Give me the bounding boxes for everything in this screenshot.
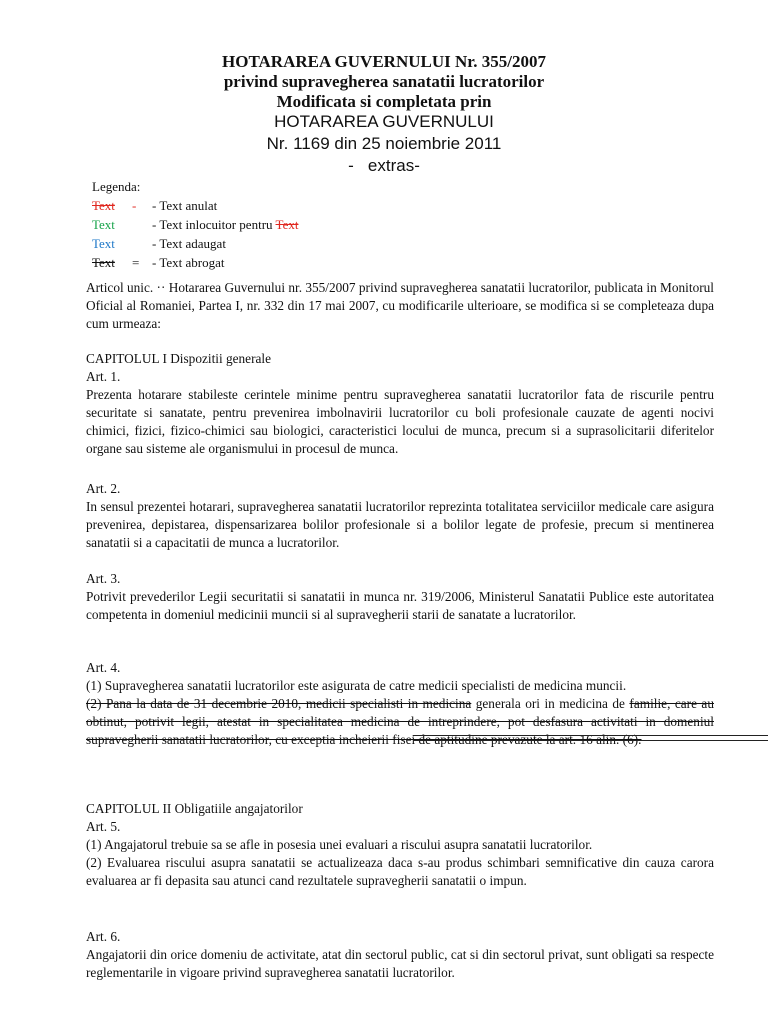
legend-desc: - Text adaugat bbox=[152, 236, 226, 251]
legend-desc: - Text anulat bbox=[152, 198, 218, 213]
article-label: Art. 1. bbox=[86, 369, 121, 384]
title-line-5: Nr. 1169 din 25 noiembrie 2011 bbox=[266, 134, 502, 153]
article-6 bbox=[86, 928, 714, 982]
chapter-1 bbox=[86, 350, 714, 458]
chapter-heading: CAPITOLUL I Dispozitii generale bbox=[86, 351, 272, 366]
legend-desc: - Text abrogat bbox=[152, 255, 225, 270]
legend-desc-text: - Text inlocuitor pentru bbox=[152, 217, 273, 232]
legend-mark: - bbox=[132, 198, 137, 213]
legend-row-repealed bbox=[92, 253, 225, 272]
article-2 bbox=[86, 480, 714, 552]
chapter-2 bbox=[86, 800, 714, 890]
article-label: Art. 2. bbox=[86, 481, 121, 496]
intro-text: Articol unic. ·· Hotararea Guvernului nr. 355/2007 privind supravegherea sanatatii lucratorilor, publicata in Monitorul Oficial al Romaniei, Partea I, nr. 332 din 17 mai 2007, cu modificarile ulterioare, se modifica si se completeaza dupa cum urmeaza: bbox=[86, 280, 714, 331]
legend-row-cancelled bbox=[92, 196, 218, 215]
article-text: Prezenta hotarare stabileste cerintele minime pentru supravegherea sanatatii lucratorilor fata de riscurile pentru securitate si sanatate, pentru prevenirea imbolnavirii lucratorilor cu boli profesionale cauzate de agenti nocivi chimici, fizici, fizico-chimici sau biologici, caracteristici locului de munca, precum si a suprasolicitarii diferitelor organe sau sisteme ale organismului in procesul de munca. bbox=[86, 387, 714, 456]
struck-text: familie, care au obtinut, potrivit legii, atestat in specialitatea medicina de intreprindere, pot desfasura activitati in domeniul supravegherii sanatatii lucratorilor, cu exceptia incheierii fisei de aptitudine prevazute la art. 16 alin. (6). bbox=[86, 696, 714, 747]
article-3 bbox=[86, 570, 714, 624]
legend-row-replacement bbox=[92, 215, 299, 234]
article-label: Art. 5. bbox=[86, 819, 121, 834]
legend-sample: Text bbox=[92, 217, 115, 232]
kept-text: generala ori in medicina de bbox=[471, 696, 630, 711]
title-line-6: - extras- bbox=[348, 156, 420, 175]
legend-sample: Text bbox=[92, 255, 115, 270]
deletion-double-line bbox=[413, 735, 768, 741]
struck-text: (2) Pana la data de 31 decembrie 2010, medicii specialisti in medicina bbox=[86, 696, 472, 711]
chapter-heading: CAPITOLUL II Obligatiile angajatorilor bbox=[86, 801, 303, 816]
legend-desc-struck: Text bbox=[275, 217, 299, 232]
legend-row-added bbox=[92, 234, 226, 253]
title-line-1: HOTARAREA GUVERNULUI Nr. 355/2007 bbox=[222, 52, 546, 71]
article-paragraph-1: (1) Angajatorul trebuie sa se afle in posesia unei evaluari a riscului asupra sanatatii lucratorilor. bbox=[86, 837, 593, 852]
title-line-2: privind supravegherea sanatatii lucratorilor bbox=[223, 72, 545, 91]
article-text: Potrivit prevederilor Legii securitatii si sanatatii in munca nr. 319/2006, Ministerul Sanatatii Publice este autoritatea competenta in domeniul medicinii muncii si al supravegherii starii de sanatate a lucratorilor. bbox=[86, 589, 714, 622]
title-line-3: Modificata si completata prin bbox=[276, 92, 492, 111]
article-label: Art. 3. bbox=[86, 571, 121, 586]
title-line-4: HOTARAREA GUVERNULUI bbox=[274, 112, 494, 131]
legend-sample: Text bbox=[92, 236, 115, 251]
article-text: Angajatorii din orice domeniu de activitate, atat din sectorul public, cat si din sectorul privat, sunt obligati sa respecte reglementarile in vigoare privind supravegherea sanatatii lucratorilor. bbox=[86, 947, 714, 980]
intro-paragraph bbox=[86, 279, 714, 333]
legend-sample: Text bbox=[92, 198, 115, 213]
legend-title: Legenda: bbox=[92, 179, 141, 194]
legend-mark: = bbox=[132, 255, 140, 270]
article-label: Art. 4. bbox=[86, 660, 121, 675]
legend bbox=[92, 177, 299, 272]
article-paragraph-1: (1) Supravegherea sanatatii lucratorilor este asigurata de catre medicii specialisti de medicina muncii. bbox=[86, 678, 627, 693]
article-paragraph-2: (2) Evaluarea riscului asupra sanatatii se actualizeaza daca s-au produs schimbari semnificative din cauza carora evaluarea ar fi depasita sau atunci cand rezultatele supravegherii sanatatii o impun. bbox=[86, 855, 714, 888]
article-text: In sensul prezentei hotarari, supravegherea sanatatii lucratorilor reprezinta totalitatea serviciilor medicale care asigura prevenirea, depistarea, dispensarizarea bolilor profesionale si a bolilor legate de profesie, precum si mentinerea sanatatii si a capacitatii de munca a lucratorilor. bbox=[86, 499, 714, 550]
legend-desc bbox=[152, 215, 298, 234]
article-label: Art. 6. bbox=[86, 929, 121, 944]
